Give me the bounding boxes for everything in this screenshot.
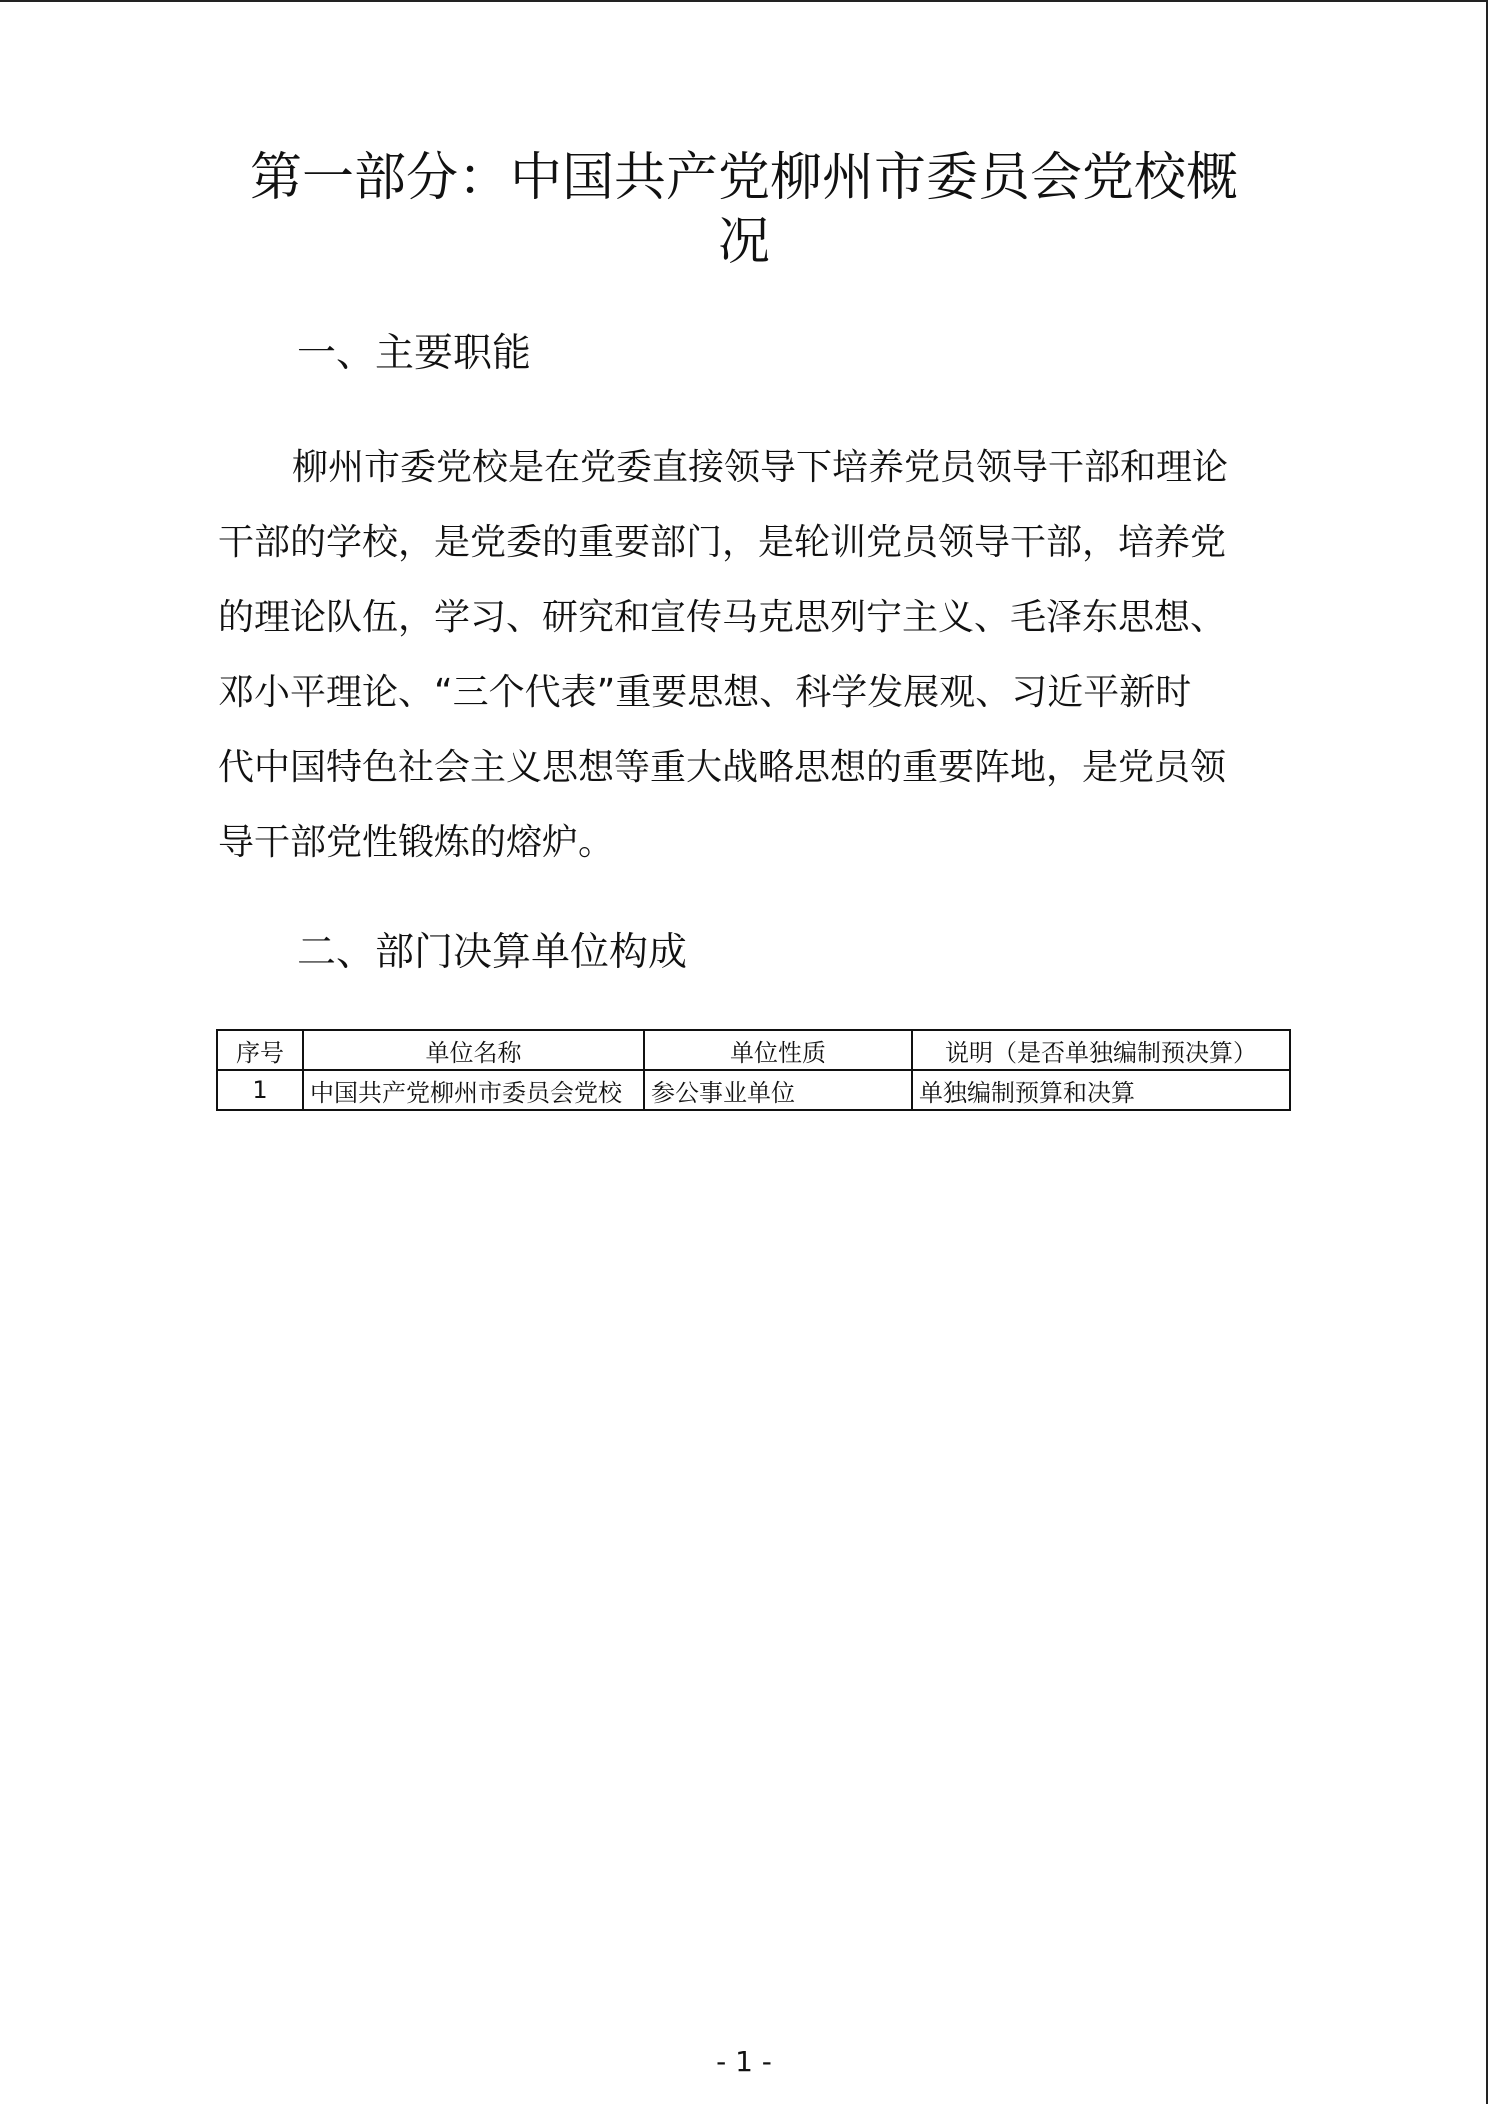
paragraph-line: 导干部党性锻炼的熔炉。 xyxy=(218,822,615,863)
paragraph-line: 的理论队伍，学习、研究和宣传马克思列宁主义、毛泽东思想、 xyxy=(218,597,1227,638)
document-title xyxy=(212,146,1276,274)
table-header-cell: 单位性质 xyxy=(644,1030,912,1070)
paragraph-line: 代中国特色社会主义思想等重大战略思想的重要阵地，是党员领 xyxy=(218,747,1227,788)
table-header-cell: 说明（是否单独编制预决算） xyxy=(912,1030,1290,1070)
table-cell: 参公事业单位 xyxy=(644,1070,912,1110)
paragraph-line: 柳州市委党校是在党委直接领导下培养党员领导干部和理论 xyxy=(292,447,1229,488)
unit-composition-table xyxy=(216,1029,1291,1111)
table-row xyxy=(217,1070,1290,1110)
table-header-cell: 序号 xyxy=(217,1030,303,1070)
paragraph-line: 干部的学校，是党委的重要部门，是轮训党员领导干部，培养党 xyxy=(218,522,1227,563)
main-functions-paragraph xyxy=(218,430,1288,880)
document-title-line-1: 第一部分：中国共产党柳州市委员会党校概 xyxy=(249,148,1238,208)
page-number: - 1 - xyxy=(716,2045,772,2078)
document-title-line-2: 况 xyxy=(717,212,770,272)
paragraph-line: 邓小平理论、“三个代表”重要思想、科学发展观、习近平新时 xyxy=(218,672,1192,713)
page-border-top xyxy=(0,0,1488,2)
table-cell: 单独编制预算和决算 xyxy=(912,1070,1290,1110)
section-heading-main-functions: 一、主要职能 xyxy=(297,331,532,376)
table-cell: 中国共产党柳州市委员会党校 xyxy=(303,1070,644,1110)
table-header-row xyxy=(217,1030,1290,1070)
table-header-cell: 单位名称 xyxy=(303,1030,644,1070)
section-heading-unit-composition: 二、部门决算单位构成 xyxy=(297,930,688,975)
table-cell: 1 xyxy=(217,1070,303,1110)
